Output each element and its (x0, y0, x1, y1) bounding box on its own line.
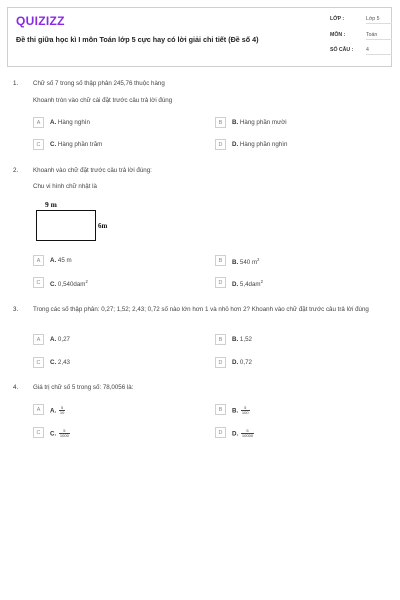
option-box[interactable]: D (215, 427, 226, 438)
option-box[interactable]: B (215, 117, 226, 128)
option-letter: D. (232, 359, 239, 366)
question-number: 4. (13, 384, 19, 391)
option-text: 2,43 (57, 359, 70, 366)
question-number: 3. (13, 306, 19, 313)
option-text: 1,52 (239, 336, 252, 343)
option-letter: C. (50, 359, 57, 366)
option-text: Hàng phần nghìn (239, 141, 288, 148)
option-text: 0,72 (239, 359, 252, 366)
option-text: Hàng nghìn (57, 119, 90, 126)
option-box[interactable]: C (33, 139, 44, 150)
option-text: 45 m (57, 257, 72, 264)
option-fraction (59, 429, 70, 439)
question-text: Trong các số thập phân: 0,27; 1,52; 2,43; 0,72 số nào lớn hơn 1 và nhỏ hơn 2? Khoanh vào chữ đặt trước câu trả lời đúng (33, 306, 369, 313)
fraction-numerator: 5 (59, 406, 65, 411)
option-letter: D. (232, 281, 239, 289)
option-text: 0,540dam (57, 281, 86, 289)
option-box[interactable]: B (215, 255, 226, 266)
fraction-denominator: 1000 (59, 433, 69, 439)
question-text: Giá trị chữ số 5 trong số: 78,0056 là: (33, 384, 134, 391)
rectangle-figure (36, 200, 116, 245)
option-fraction (241, 429, 254, 439)
option-box[interactable]: D (215, 139, 226, 150)
option-letter: C. (50, 141, 57, 148)
fraction-denominator: 100 (241, 410, 249, 416)
question-number: 2. (13, 167, 19, 174)
figure-height-label: 6m (98, 222, 108, 230)
option-letter: D. (232, 430, 239, 438)
quizizz-logo: QUIZIZZ (16, 14, 65, 28)
meta-class-row (330, 16, 390, 28)
fraction-numerator: 5 (59, 429, 70, 434)
fraction-denominator: 10 (59, 410, 65, 416)
question-instruction: Khoanh tròn vào chữ cái đặt trước câu trả lời đúng (33, 97, 173, 104)
fraction-numerator: 5 (241, 406, 250, 411)
option-fraction (241, 406, 250, 416)
option-superscript: 2 (85, 279, 88, 284)
meta-subject-row (330, 32, 390, 44)
meta-subject-label: MÔN : (330, 32, 346, 38)
option-letter: B. (232, 259, 239, 267)
option-text: 5,4dam (239, 281, 261, 289)
option-box[interactable]: D (215, 357, 226, 368)
option-letter: A. (50, 257, 57, 264)
meta-count-row (330, 47, 390, 59)
meta-count-label: SỐ CÂU : (330, 47, 354, 53)
option-box[interactable]: A (33, 255, 44, 266)
option-box[interactable]: C (33, 277, 44, 288)
option-letter: C. (50, 430, 57, 438)
question-text: Khoanh vào chữ đặt trước câu trả lời đúng: (33, 167, 152, 174)
option-text: 540 m (239, 259, 258, 267)
option-text: 0,27 (57, 336, 70, 343)
question-text: Chữ số 7 trong số thập phân 245,76 thuộc hàng (33, 80, 165, 87)
option-letter: B. (232, 407, 239, 415)
meta-class-value: Lớp 5 (366, 16, 392, 24)
option-letter: C. (50, 281, 57, 289)
option-letter: A. (50, 336, 57, 343)
option-letter: D. (232, 141, 239, 148)
meta-count-value: 4 (366, 47, 392, 55)
question-number: 1. (13, 80, 19, 87)
option-box[interactable]: C (33, 357, 44, 368)
option-text: Hàng phần mười (239, 119, 287, 126)
fraction-denominator: 10000 (241, 433, 254, 439)
rectangle-shape (36, 210, 96, 241)
option-box[interactable]: B (215, 404, 226, 415)
option-superscript: 2 (260, 279, 263, 284)
option-text: Hàng phần trăm (57, 141, 103, 148)
meta-class-label: LỚP : (330, 16, 345, 22)
option-superscript: 2 (257, 257, 260, 262)
option-letter: A. (50, 407, 57, 415)
option-box[interactable]: D (215, 277, 226, 288)
option-box[interactable]: A (33, 404, 44, 415)
option-box[interactable]: C (33, 427, 44, 438)
question-instruction: Chu vi hình chữ nhật là (33, 183, 97, 190)
document-title: Đề thi giữa học kì I môn Toán lớp 5 cực hay có lời giải chi tiết (Đề số 4) (16, 35, 259, 44)
meta-subject-value: Toán (366, 32, 392, 40)
option-letter: A. (50, 119, 57, 126)
fraction-numerator: 5 (241, 429, 254, 434)
option-fraction (59, 406, 65, 416)
option-box[interactable]: A (33, 117, 44, 128)
figure-width-label: 9 m (45, 200, 57, 209)
option-letter: B. (232, 336, 239, 343)
worksheet-header (7, 7, 392, 67)
option-box[interactable]: A (33, 334, 44, 345)
option-letter: B. (232, 119, 239, 126)
option-box[interactable]: B (215, 334, 226, 345)
